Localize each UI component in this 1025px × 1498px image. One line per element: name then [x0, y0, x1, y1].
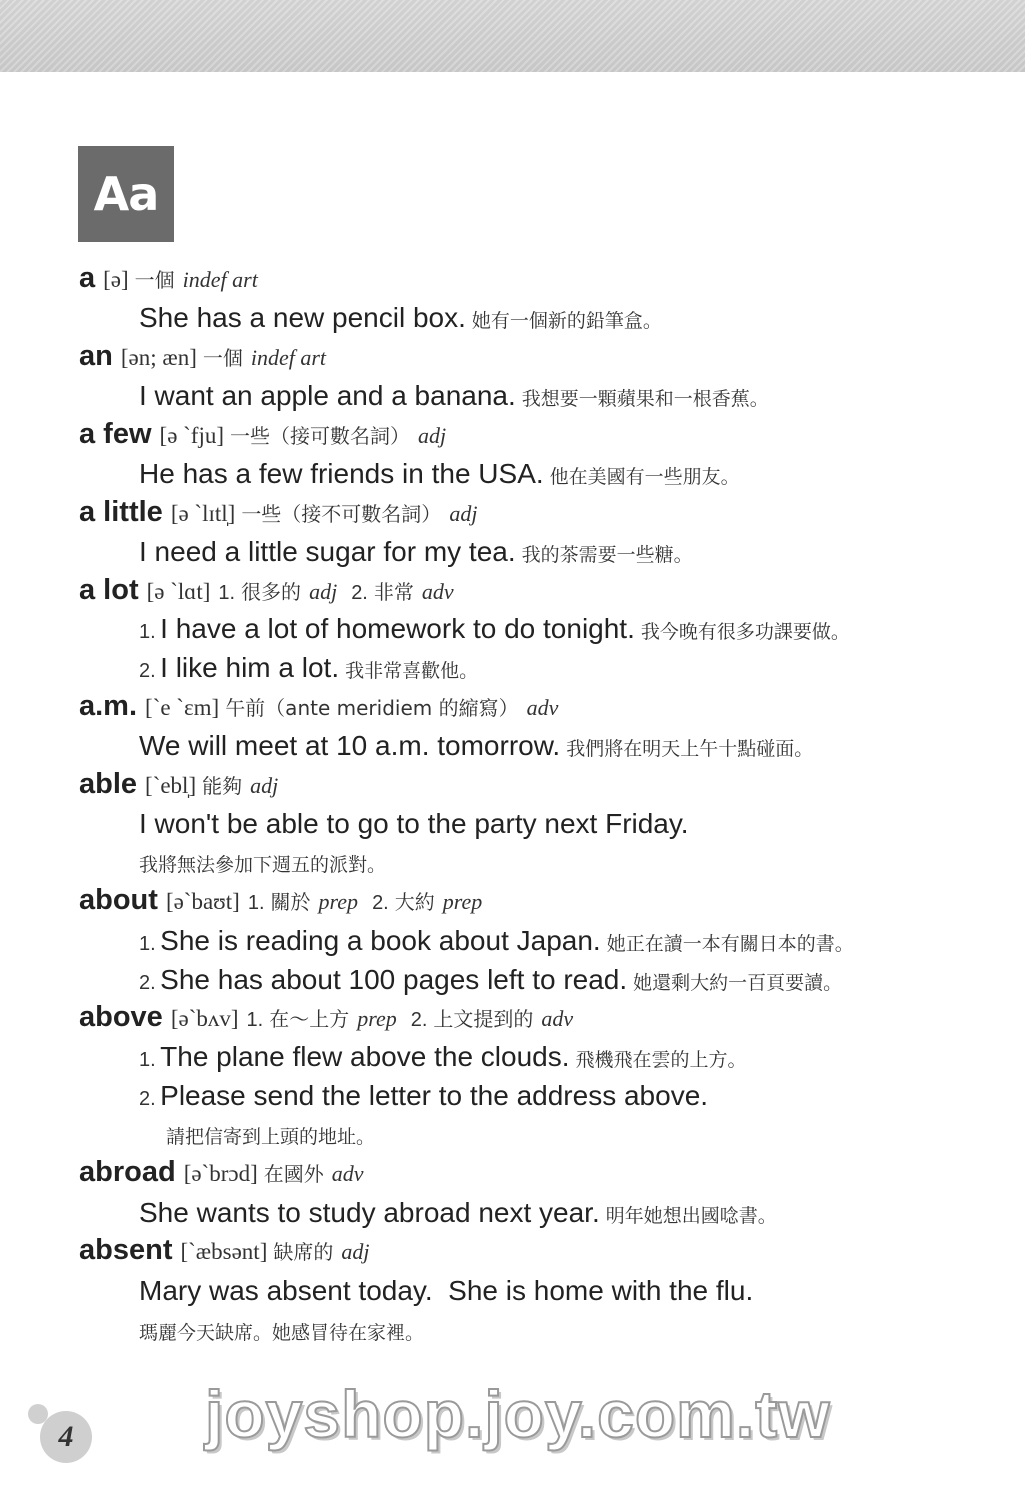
- example-line: [139, 925, 854, 957]
- page-number: 4: [40, 1411, 92, 1463]
- part-of-speech: adj: [250, 773, 279, 798]
- definition: 大約: [394, 890, 435, 914]
- entry-headword-line: [79, 340, 326, 373]
- example-en: She wants to study abroad next year.: [139, 1197, 600, 1228]
- example-zh: 她有一個新的鉛筆盒。: [471, 310, 662, 332]
- example-line: [139, 380, 769, 412]
- definition: 能夠: [202, 774, 243, 798]
- example-line: [139, 1197, 777, 1229]
- sense-number: 2.: [351, 582, 368, 604]
- part-of-speech: prep: [357, 1006, 397, 1031]
- definition: 一個: [202, 346, 243, 370]
- example-zh: 我非常喜歡他。: [345, 660, 479, 682]
- sense-number: 1.: [218, 582, 236, 604]
- definition: 一個: [134, 268, 175, 292]
- pronunciation: [əˋbʌv]: [170, 1006, 239, 1031]
- example-number: 2.: [139, 1088, 156, 1110]
- example-line: [139, 1275, 753, 1307]
- example-en: The plane flew above the clouds.: [160, 1041, 570, 1072]
- definition: 在～上方: [269, 1007, 350, 1031]
- headword: above: [79, 1001, 163, 1033]
- pronunciation: [ə ˋlɑt]: [146, 579, 211, 604]
- header-band: [0, 0, 1025, 72]
- example-en: I want an apple and a banana.: [139, 380, 516, 411]
- part-of-speech: adv: [421, 579, 454, 604]
- section-letter: Aa: [78, 146, 174, 242]
- example-line: [139, 964, 842, 996]
- part-of-speech: prep: [318, 889, 359, 914]
- entry-headword-line: [79, 574, 454, 607]
- part-of-speech: prep: [442, 889, 483, 914]
- pronunciation: [ˋæbsənt]: [180, 1239, 268, 1264]
- part-of-speech: adv: [331, 1161, 364, 1186]
- example-line: [139, 613, 850, 645]
- part-of-speech: indef art: [250, 345, 327, 370]
- example-line: [139, 1041, 747, 1073]
- part-of-speech: adj: [449, 501, 478, 526]
- example-zh: 瑪麗今天缺席。她感冒待在家裡。: [139, 1322, 425, 1344]
- definition: 非常: [373, 580, 414, 604]
- example-en: I won't be able to go to the party next Friday.: [139, 808, 689, 839]
- part-of-speech: adv: [526, 695, 559, 720]
- example-translation-line: [139, 1318, 424, 1345]
- entry-headword-line: [79, 1156, 364, 1189]
- example-zh: 我今晚有很多功課要做。: [640, 621, 850, 643]
- headword: a few: [79, 418, 152, 450]
- example-translation-line: [166, 1122, 375, 1149]
- example-zh: 她正在讀一本有關日本的書。: [606, 933, 854, 955]
- part-of-speech: indef art: [182, 267, 258, 292]
- example-en: I like him a lot.: [160, 652, 340, 683]
- headword: an: [79, 340, 113, 372]
- example-en: Please send the letter to the address above.: [160, 1080, 709, 1111]
- headword: a little: [79, 496, 163, 528]
- definition: 一些（接可數名詞）: [230, 424, 411, 448]
- sense-number: 1.: [247, 892, 265, 914]
- example-zh: 請把信寄到上頭的地址。: [166, 1126, 376, 1148]
- definition: 午前（ante meridiem 的縮寫）: [225, 696, 519, 720]
- example-zh: 她還剩大約一百頁要讀。: [633, 972, 843, 994]
- example-en: I have a lot of homework to do tonight.: [160, 613, 635, 644]
- headword: abroad: [79, 1156, 176, 1188]
- headword: absent: [79, 1234, 173, 1266]
- pronunciation: [əˋbaʊt]: [165, 889, 240, 914]
- example-zh: 我的茶需要一些糖。: [521, 544, 693, 566]
- sense-number: 2.: [410, 1009, 428, 1031]
- pronunciation: [ə ˋlɪtl̩]: [170, 501, 236, 526]
- headword: a lot: [79, 574, 139, 606]
- part-of-speech: adv: [541, 1006, 574, 1031]
- pronunciation: [ə ˋfju]: [159, 423, 225, 448]
- pronunciation: [ˋebl̩]: [145, 773, 197, 798]
- definition: 一些（接不可數名詞）: [241, 502, 442, 526]
- example-zh: 飛機飛在雲的上方。: [575, 1049, 747, 1071]
- headword: about: [79, 884, 158, 916]
- example-en: She is reading a book about Japan.: [160, 925, 601, 956]
- entry-headword-line: [79, 496, 477, 529]
- part-of-speech: adj: [418, 423, 447, 448]
- example-number: 1.: [139, 933, 156, 955]
- definition: 在國外: [263, 1162, 324, 1186]
- entry-headword-line: [79, 690, 558, 723]
- pronunciation: [ˋe ˋɛm]: [145, 695, 220, 720]
- example-en: She has about 100 pages left to read.: [160, 964, 628, 995]
- entry-headword-line: [79, 262, 258, 295]
- definition: 很多的: [241, 580, 302, 604]
- example-zh: 我們將在明天上午十點碰面。: [566, 738, 814, 760]
- example-line: [139, 536, 693, 568]
- entry-headword-line: [79, 1234, 369, 1267]
- example-translation-line: [139, 850, 386, 877]
- example-zh: 我將無法參加下週五的派對。: [139, 854, 387, 876]
- pronunciation: [ən; æn]: [120, 345, 197, 370]
- example-zh: 他在美國有一些朋友。: [549, 466, 740, 488]
- sense-number: 1.: [246, 1009, 264, 1031]
- watermark: joyshop.joy.com.tw: [205, 1377, 831, 1451]
- entry-headword-line: [79, 1001, 573, 1034]
- example-en: She has a new pencil box.: [139, 302, 466, 333]
- definition: 缺席的: [273, 1240, 334, 1264]
- definition: 上文提到的: [433, 1007, 534, 1031]
- example-zh: 明年她想出國唸書。: [605, 1205, 777, 1227]
- example-line: [139, 808, 689, 840]
- example-zh: 我想要一顆蘋果和一根香蕉。: [521, 388, 769, 410]
- part-of-speech: adj: [309, 579, 338, 604]
- example-line: [139, 730, 813, 762]
- example-number: 1.: [139, 621, 156, 643]
- example-en: Mary was absent today. She is home with the flu.: [139, 1275, 754, 1306]
- definition: 關於: [270, 890, 311, 914]
- example-en: We will meet at 10 a.m. tomorrow.: [139, 730, 561, 761]
- example-number: 2.: [139, 972, 156, 994]
- example-line: [139, 1080, 708, 1112]
- pronunciation: [əˋbrɔd]: [183, 1161, 258, 1186]
- example-line: [139, 302, 662, 334]
- headword: a: [79, 262, 96, 294]
- entry-headword-line: [79, 768, 278, 801]
- example-number: 1.: [139, 1049, 156, 1071]
- entry-headword-line: [79, 884, 482, 917]
- example-en: He has a few friends in the USA.: [139, 458, 544, 489]
- part-of-speech: adj: [341, 1239, 370, 1264]
- sense-number: 2.: [372, 892, 389, 914]
- entry-headword-line: [79, 418, 446, 451]
- example-line: [139, 458, 740, 490]
- example-number: 2.: [139, 660, 156, 682]
- example-line: [139, 652, 478, 684]
- headword: a.m.: [79, 690, 138, 722]
- pronunciation: [ə]: [103, 267, 129, 292]
- headword: able: [79, 768, 138, 800]
- example-en: I need a little sugar for my tea.: [139, 536, 516, 567]
